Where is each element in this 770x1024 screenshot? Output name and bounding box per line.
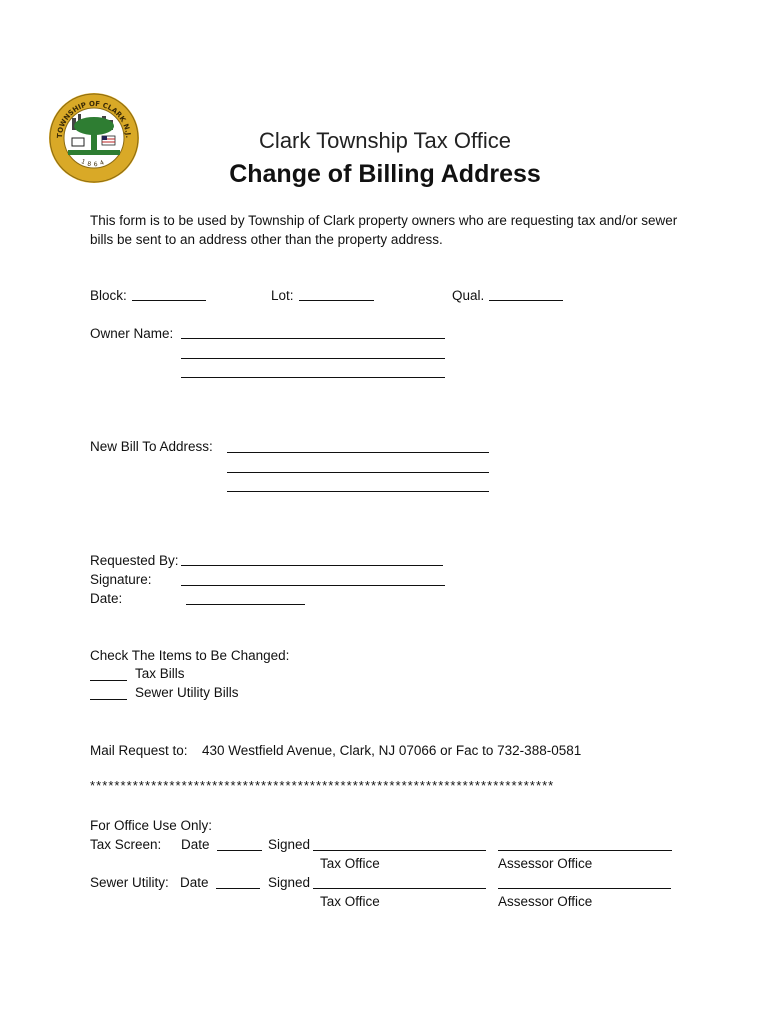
qual-input-line[interactable] bbox=[489, 300, 563, 301]
tax-bills-label: Tax Bills bbox=[135, 666, 185, 681]
address-line-2[interactable] bbox=[227, 472, 489, 473]
tax-screen-assessor-caption: Assessor Office bbox=[498, 856, 593, 871]
form-title: Change of Billing Address bbox=[229, 160, 541, 188]
asterisk-separator: **************************************************************************** bbox=[90, 778, 555, 793]
tax-screen-date-label: Date bbox=[181, 837, 210, 852]
requested-by-line[interactable] bbox=[181, 565, 443, 566]
requested-by-label: Requested By: bbox=[90, 553, 179, 568]
owner-name-label: Owner Name: bbox=[90, 326, 174, 341]
office-use-heading: For Office Use Only: bbox=[90, 818, 213, 833]
tax-screen-assessor-sign-line[interactable] bbox=[498, 850, 672, 851]
block-label: Block: bbox=[90, 288, 127, 303]
sewer-assessor-sign-line[interactable] bbox=[498, 888, 671, 889]
sewer-bills-label: Sewer Utility Bills bbox=[135, 685, 239, 700]
new-bill-to-label: New Bill To Address: bbox=[90, 439, 213, 454]
owner-name-line-1[interactable] bbox=[181, 338, 445, 339]
sewer-bills-check-line[interactable] bbox=[90, 699, 127, 700]
signature-line[interactable] bbox=[181, 585, 445, 586]
office-title: Clark Township Tax Office bbox=[259, 128, 511, 153]
items-heading: Check The Items to Be Changed: bbox=[90, 648, 290, 663]
tax-screen-tax-office-caption: Tax Office bbox=[320, 856, 380, 871]
svg-text:TOWNSHIP OF CLARK N.J.: TOWNSHIP OF CLARK N.J. bbox=[55, 99, 133, 139]
address-line-3[interactable] bbox=[227, 491, 489, 492]
sewer-assessor-caption: Assessor Office bbox=[498, 894, 593, 909]
date-line[interactable] bbox=[186, 604, 305, 605]
sewer-tax-office-caption: Tax Office bbox=[320, 894, 380, 909]
intro-paragraph: This form is to be used by Township of Clark property owners who are requesting tax and/or sewer bills be sent to an address other than the property address. bbox=[90, 213, 678, 247]
sewer-utility-label: Sewer Utility: bbox=[90, 875, 169, 890]
owner-name-line-3[interactable] bbox=[181, 377, 445, 378]
qual-label: Qual. bbox=[452, 288, 485, 303]
tax-screen-label: Tax Screen: bbox=[90, 837, 162, 852]
mail-request-address: 430 Westfield Avenue, Clark, NJ 07066 or Fac to 732-388-0581 bbox=[202, 743, 582, 758]
svg-text:1864: 1864 bbox=[80, 158, 108, 169]
signature-label: Signature: bbox=[90, 572, 152, 587]
sewer-utility-date-label: Date bbox=[180, 875, 209, 890]
lot-input-line[interactable] bbox=[299, 300, 374, 301]
block-input-line[interactable] bbox=[132, 300, 206, 301]
owner-name-line-2[interactable] bbox=[181, 358, 445, 359]
tax-screen-date-line[interactable] bbox=[217, 850, 262, 851]
sewer-utility-date-line[interactable] bbox=[216, 888, 260, 889]
date-label: Date: bbox=[90, 591, 123, 606]
sewer-utility-signed-label: Signed bbox=[268, 875, 311, 890]
lot-label: Lot: bbox=[271, 288, 294, 303]
tax-bills-check-line[interactable] bbox=[90, 680, 127, 681]
tax-screen-tax-office-sign-line[interactable] bbox=[313, 850, 486, 851]
address-line-1[interactable] bbox=[227, 452, 489, 453]
mail-request-label: Mail Request to: bbox=[90, 743, 188, 758]
tax-screen-signed-label: Signed bbox=[268, 837, 311, 852]
sewer-tax-office-sign-line[interactable] bbox=[313, 888, 486, 889]
